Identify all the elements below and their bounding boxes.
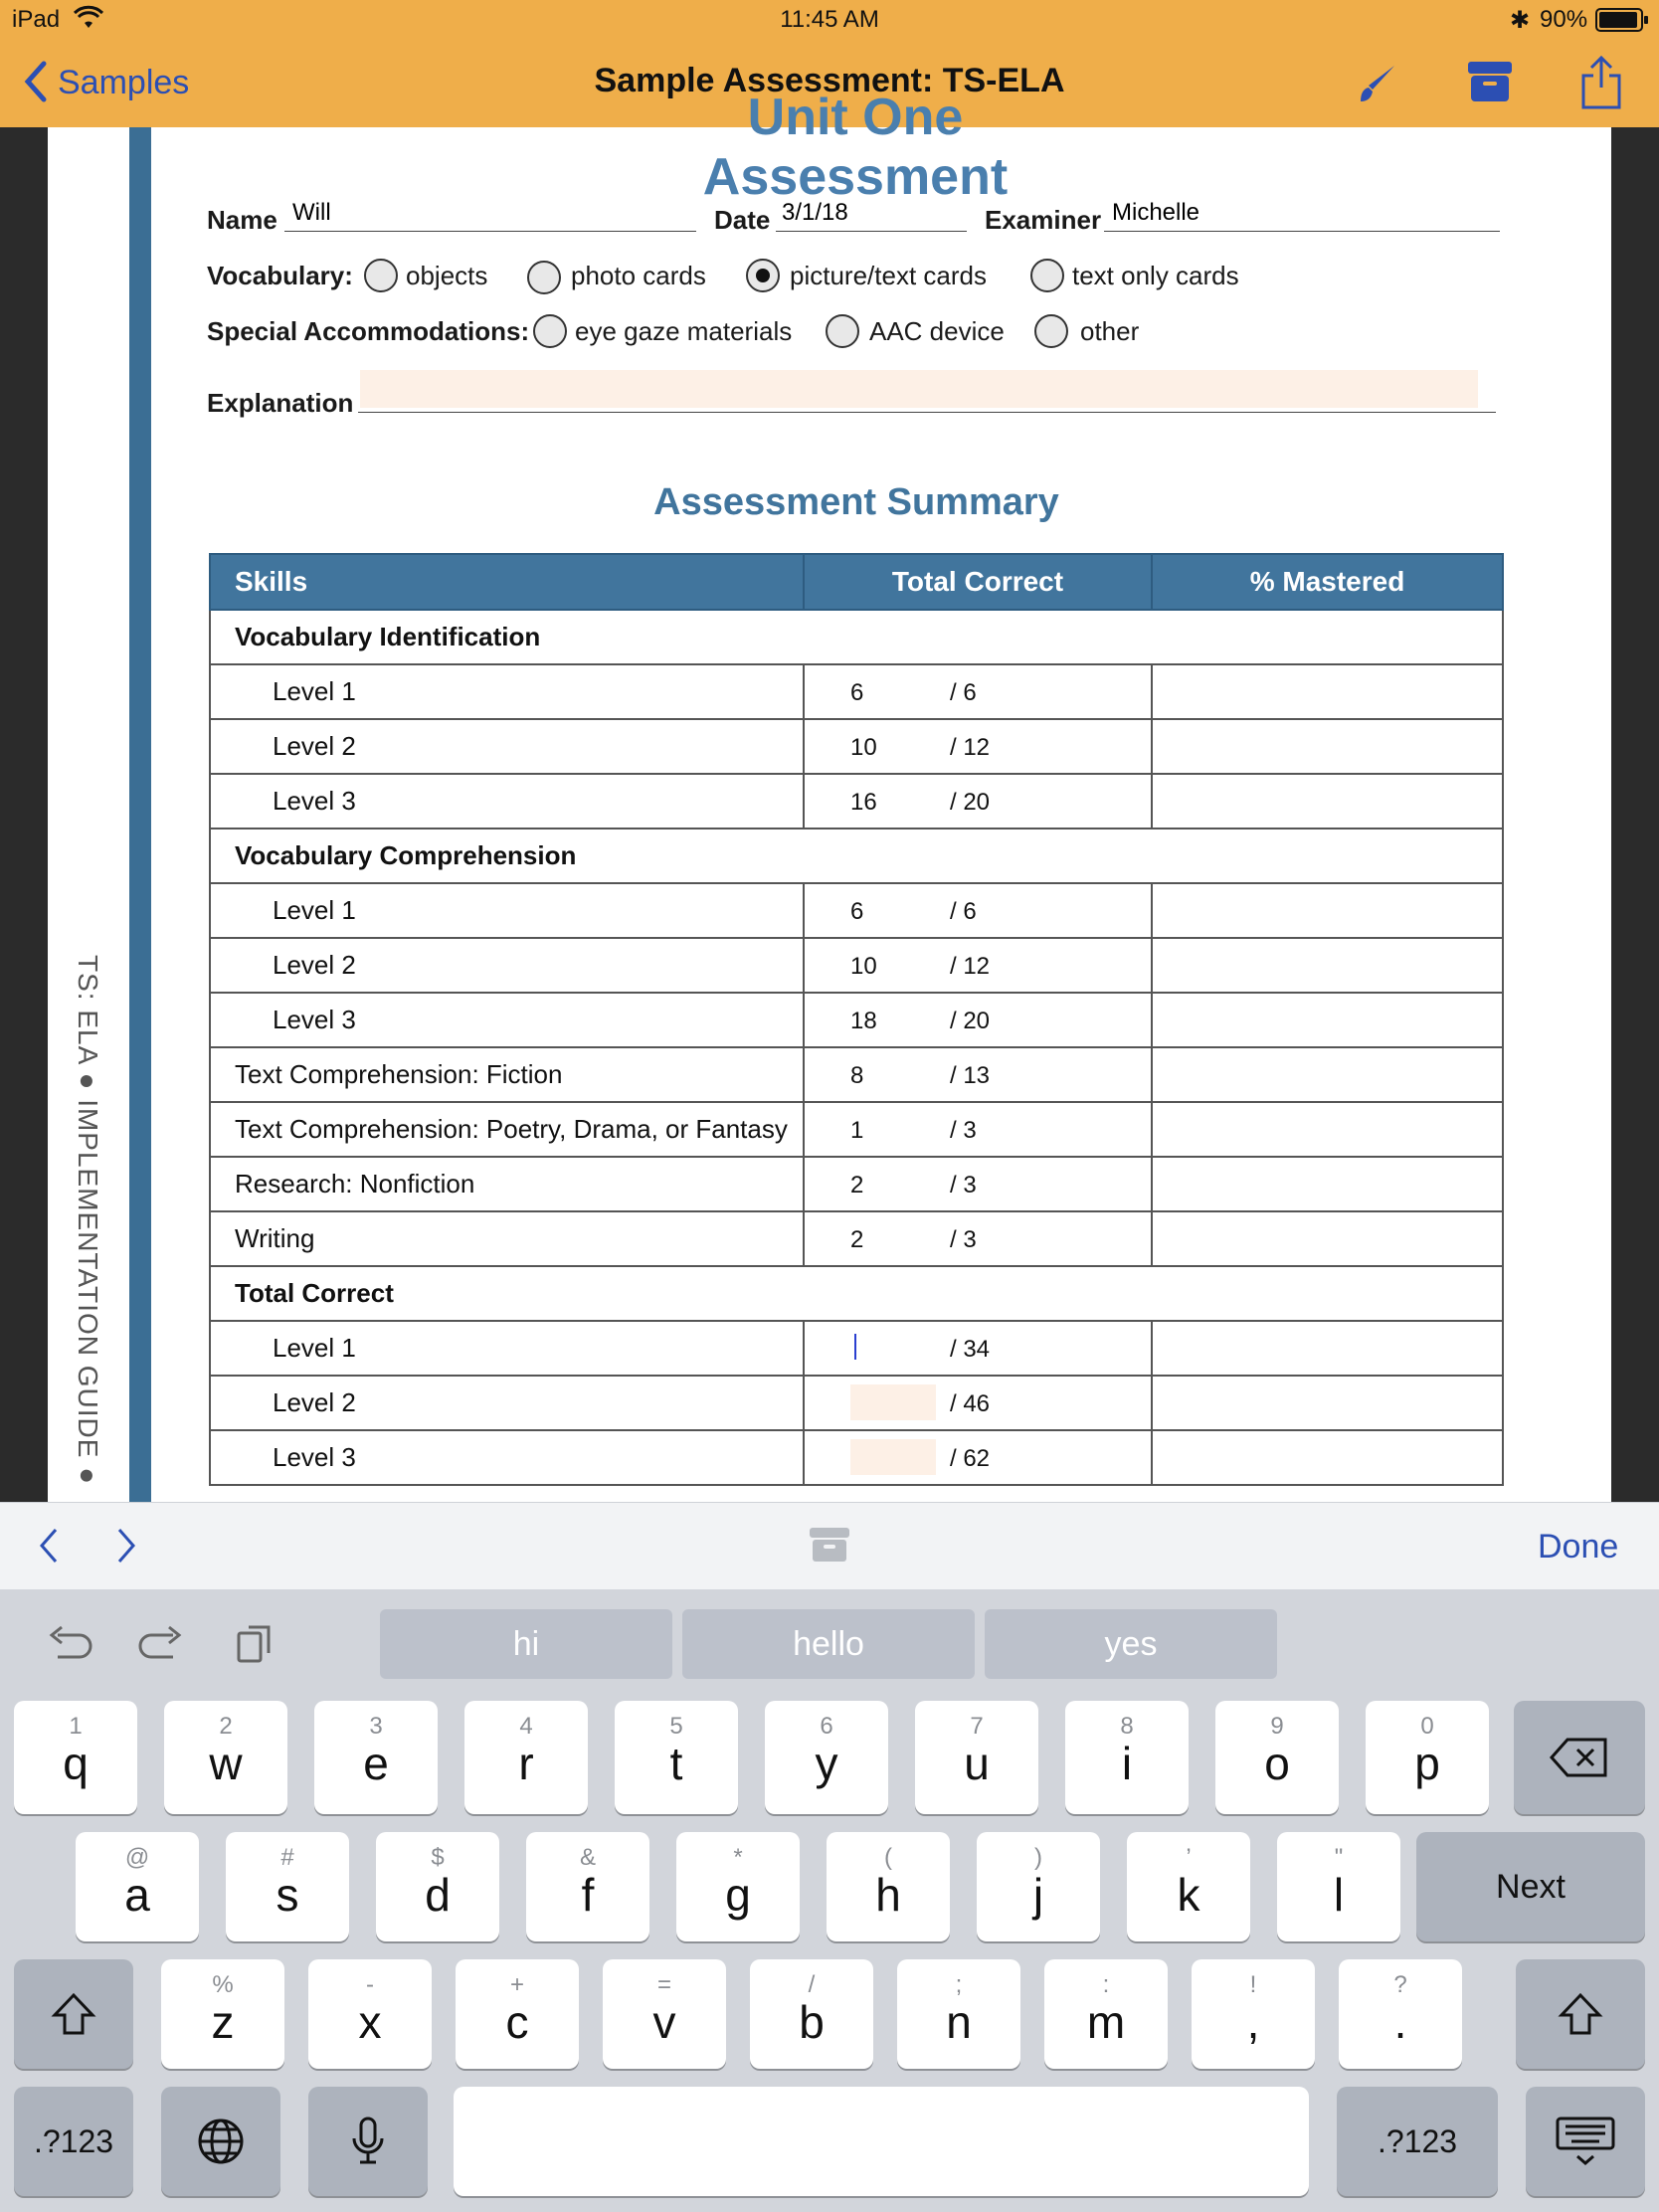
skill-cell: Research: Nonfiction — [210, 1157, 804, 1211]
correct-value[interactable]: 10 — [850, 953, 877, 980]
shift-key-left[interactable] — [14, 1959, 133, 2069]
key-l[interactable] — [1277, 1832, 1400, 1941]
header-total-correct: Total Correct — [804, 554, 1152, 610]
total-correct-cell — [804, 1047, 1152, 1102]
total-value: / 12 — [950, 953, 991, 980]
status-time: 11:45 AM — [780, 6, 879, 33]
table-row — [210, 1102, 1503, 1157]
key-primary-label: l — [1333, 1869, 1345, 1921]
skill-cell: Level 1 — [210, 883, 804, 938]
mastered-cell[interactable] — [1152, 664, 1503, 719]
key-secondary-label: @ — [124, 1844, 150, 1871]
header-mastered: % Mastered — [1152, 554, 1503, 610]
examiner-label: Examiner — [985, 205, 1102, 235]
key-secondary-label: ! — [1249, 1971, 1257, 1998]
correct-value[interactable]: 6 — [850, 898, 864, 925]
battery-percent: 90% — [1540, 6, 1588, 33]
accommodations-label: Special Accommodations: — [207, 316, 530, 346]
vocabulary-label: Vocabulary: — [207, 261, 353, 290]
key-primary-label: x — [358, 1996, 382, 2048]
text-cursor[interactable] — [854, 1334, 856, 1360]
correct-value[interactable]: 2 — [850, 1226, 864, 1253]
key-secondary-label: + — [509, 1971, 524, 1998]
table-row — [210, 1157, 1503, 1211]
key-m[interactable] — [1044, 1959, 1168, 2069]
key-x[interactable] — [308, 1959, 432, 2069]
undo-icon[interactable] — [46, 1621, 92, 1670]
explanation-label: Explanation — [207, 388, 354, 418]
key-v[interactable] — [603, 1959, 726, 2069]
table-row — [210, 1321, 1503, 1376]
total-value: / 3 — [950, 1226, 977, 1253]
key-secondary-label: * — [733, 1844, 743, 1871]
correct-input[interactable] — [850, 1439, 936, 1475]
key-p[interactable] — [1366, 1701, 1489, 1814]
mastered-cell[interactable] — [1152, 883, 1503, 938]
key-primary-label: a — [124, 1869, 150, 1921]
total-correct-cell — [804, 719, 1152, 774]
back-label: Samples — [58, 64, 190, 101]
table-row — [210, 1430, 1503, 1485]
key-secondary-label: ’ — [1186, 1844, 1192, 1871]
key-primary-label: c — [505, 1996, 529, 2048]
key-secondary-label: : — [1102, 1971, 1110, 1998]
numbers-key-right[interactable]: .?123 — [1337, 2087, 1498, 2196]
key-primary-label: . — [1393, 1996, 1407, 2048]
key-secondary-label: = — [656, 1971, 671, 1998]
key-r[interactable] — [464, 1701, 588, 1814]
explanation-field[interactable] — [360, 370, 1478, 408]
mastered-cell[interactable] — [1152, 1376, 1503, 1430]
key-t[interactable] — [615, 1701, 738, 1814]
key-primary-label: s — [276, 1869, 299, 1921]
skill-cell: Level 1 — [210, 1321, 804, 1376]
skill-cell: Level 2 — [210, 719, 804, 774]
total-correct-cell — [804, 1376, 1152, 1430]
summary-title: Assessment Summary — [653, 481, 1059, 523]
key-n[interactable] — [897, 1959, 1020, 2069]
table-row — [210, 719, 1503, 774]
mastered-cell[interactable] — [1152, 938, 1503, 993]
total-value: / 34 — [950, 1336, 991, 1363]
shift-icon — [51, 1991, 96, 2037]
table-row — [210, 1047, 1503, 1102]
backspace-key[interactable] — [1514, 1701, 1645, 1814]
total-value: / 20 — [950, 789, 991, 816]
key-q[interactable] — [14, 1701, 137, 1814]
key-secondary-label: 8 — [1120, 1713, 1134, 1740]
shift-icon — [1558, 1991, 1603, 2037]
key-primary-label: f — [581, 1869, 595, 1921]
key-primary-label: w — [209, 1738, 243, 1789]
suggestion-hi[interactable]: hi — [380, 1609, 672, 1679]
key-secondary-label: 6 — [820, 1713, 833, 1740]
correct-value[interactable]: 18 — [850, 1008, 877, 1034]
key-primary-label: m — [1086, 1996, 1126, 2048]
table-row — [210, 1266, 1503, 1321]
table-row — [210, 774, 1503, 829]
numbers-key-left[interactable]: .?123 — [14, 2087, 133, 2196]
key-secondary-label: # — [280, 1844, 294, 1871]
total-value: / 3 — [950, 1172, 977, 1198]
correct-input[interactable] — [850, 1384, 936, 1420]
total-value: / 46 — [950, 1390, 991, 1417]
share-icon[interactable] — [1579, 56, 1623, 114]
key-primary-label: g — [725, 1869, 751, 1921]
key-primary-label: q — [63, 1738, 89, 1789]
page-title: Sample Assessment: TS-ELA — [594, 62, 1065, 99]
key-primary-label: o — [1264, 1738, 1290, 1789]
key-e[interactable] — [314, 1701, 438, 1814]
paste-icon[interactable] — [235, 1621, 275, 1670]
key-secondary-label: ) — [1034, 1844, 1042, 1871]
chevron-right-icon — [115, 1526, 139, 1566]
total-value: / 6 — [950, 679, 977, 706]
key-secondary-label: 4 — [519, 1713, 533, 1740]
date-label: Date — [714, 205, 771, 235]
table-row — [210, 938, 1503, 993]
microphone-icon — [351, 2117, 385, 2166]
key-primary-label: v — [652, 1996, 676, 2048]
key-g[interactable] — [676, 1832, 800, 1941]
table-row — [210, 610, 1503, 664]
total-correct-cell — [804, 1430, 1152, 1485]
name-field[interactable]: Will — [284, 197, 696, 232]
document-heading: Unit One Assessment — [702, 89, 1009, 206]
key-primary-label: i — [1121, 1738, 1133, 1789]
key-f[interactable] — [526, 1832, 649, 1941]
table-row — [210, 1376, 1503, 1430]
key-secondary-label: 1 — [69, 1713, 83, 1740]
mastered-cell[interactable] — [1152, 1211, 1503, 1266]
key-secondary-label: ( — [884, 1844, 892, 1871]
key-secondary-label: / — [808, 1971, 816, 1998]
key-period[interactable] — [1339, 1959, 1462, 2069]
suggestion-hello[interactable]: hello — [682, 1609, 975, 1679]
key-primary-label: d — [425, 1869, 451, 1921]
key-secondary-label: 2 — [219, 1713, 233, 1740]
total-correct-cell — [804, 1102, 1152, 1157]
key-primary-label: k — [1177, 1869, 1200, 1921]
key-i[interactable] — [1065, 1701, 1189, 1814]
total-value: / 20 — [950, 1008, 991, 1034]
total-correct-cell — [804, 1157, 1152, 1211]
key-secondary-label: 7 — [970, 1713, 984, 1740]
option-text-only-cards: text only cards — [1072, 261, 1239, 290]
date-field[interactable]: 3/1/18 — [776, 197, 967, 232]
globe-icon — [197, 2118, 245, 2165]
key-primary-label: n — [946, 1996, 972, 2048]
correct-value[interactable]: 6 — [850, 679, 864, 706]
radio-photo-cards[interactable] — [527, 261, 561, 294]
skill-cell: Level 3 — [210, 993, 804, 1047]
section-heading: Vocabulary Comprehension — [210, 829, 1503, 883]
globe-key[interactable] — [161, 2087, 280, 2196]
key-u[interactable] — [915, 1701, 1038, 1814]
skill-cell: Level 2 — [210, 938, 804, 993]
keyboard-dismiss-icon — [1556, 2117, 1615, 2166]
key-h[interactable] — [827, 1832, 950, 1941]
mastered-cell[interactable] — [1152, 1430, 1503, 1485]
correct-value[interactable]: 10 — [850, 734, 877, 761]
key-d[interactable] — [376, 1832, 499, 1941]
table-header-row — [210, 554, 1503, 610]
radio-objects[interactable] — [364, 259, 398, 292]
archive-box-icon[interactable] — [1466, 60, 1514, 108]
shift-key-right[interactable] — [1516, 1959, 1645, 2069]
table-row — [210, 993, 1503, 1047]
next-field-button[interactable] — [115, 1526, 139, 1570]
key-primary-label: y — [815, 1738, 838, 1789]
key-secondary-label: " — [1334, 1844, 1344, 1871]
skill-cell: Level 2 — [210, 1376, 804, 1430]
mastered-cell[interactable] — [1152, 993, 1503, 1047]
mastered-cell[interactable] — [1152, 1157, 1503, 1211]
key-comma[interactable] — [1192, 1959, 1315, 2069]
delete-icon — [1550, 1738, 1609, 1777]
space-key[interactable] — [454, 2087, 1309, 2196]
total-value: / 3 — [950, 1117, 977, 1144]
done-button[interactable]: Done — [1538, 1528, 1619, 1566]
device-label: iPad — [12, 6, 61, 33]
name-label: Name — [207, 205, 277, 235]
total-correct-cell — [804, 993, 1152, 1047]
radio-aac-device[interactable] — [826, 314, 859, 348]
option-picture-text-cards: picture/text cards — [790, 261, 987, 290]
mastered-cell[interactable] — [1152, 719, 1503, 774]
microphone-key[interactable] — [308, 2087, 428, 2196]
total-value: / 62 — [950, 1445, 991, 1472]
total-correct-cell — [804, 1211, 1152, 1266]
key-secondary-label: - — [366, 1971, 374, 1998]
previous-field-button[interactable] — [36, 1526, 60, 1570]
brush-icon[interactable] — [1355, 62, 1398, 110]
radio-text-only-cards[interactable] — [1030, 259, 1064, 292]
key-primary-label: e — [363, 1738, 389, 1789]
key-j[interactable] — [977, 1832, 1100, 1941]
option-other: other — [1080, 316, 1140, 346]
key-secondary-label: 5 — [669, 1713, 683, 1740]
total-correct-cell — [804, 664, 1152, 719]
mastered-cell[interactable] — [1152, 774, 1503, 829]
skill-cell: Text Comprehension: Fiction — [210, 1047, 804, 1102]
option-aac-device: AAC device — [869, 316, 1005, 346]
radio-picture-text-cards[interactable] — [746, 259, 780, 292]
total-correct-cell — [804, 883, 1152, 938]
total-value: / 12 — [950, 734, 991, 761]
mastered-cell[interactable] — [1152, 1321, 1503, 1376]
key-primary-label: t — [669, 1738, 683, 1789]
key-secondary-label: ; — [955, 1971, 963, 1998]
archive-icon — [808, 1526, 851, 1568]
radio-eye-gaze[interactable] — [533, 314, 567, 348]
skill-cell: Writing — [210, 1211, 804, 1266]
key-secondary-label: % — [212, 1971, 234, 1998]
key-primary-label: , — [1246, 1996, 1260, 2048]
correct-value[interactable]: 16 — [850, 789, 877, 816]
table-row — [210, 664, 1503, 719]
bluetooth-icon: ✱ — [1510, 7, 1531, 34]
correct-value[interactable]: 8 — [850, 1062, 864, 1089]
key-y[interactable] — [765, 1701, 888, 1814]
skill-cell: Level 3 — [210, 1430, 804, 1485]
skill-cell: Text Comprehension: Poetry, Drama, or Fantasy — [210, 1102, 804, 1157]
key-o[interactable] — [1215, 1701, 1339, 1814]
option-eye-gaze: eye gaze materials — [575, 316, 793, 346]
correct-value[interactable]: 1 — [850, 1117, 864, 1144]
key-primary-label: z — [211, 1996, 235, 2048]
table-row — [210, 1211, 1503, 1266]
skill-cell: Level 1 — [210, 664, 804, 719]
key-a[interactable] — [76, 1832, 199, 1941]
key-primary-label: u — [964, 1738, 990, 1789]
examiner-field[interactable]: Michelle — [1104, 197, 1500, 232]
key-secondary-label: $ — [431, 1844, 445, 1871]
key-primary-label: p — [1414, 1738, 1440, 1789]
key-b[interactable] — [750, 1959, 873, 2069]
battery-icon — [1595, 8, 1649, 37]
next-key[interactable]: Next — [1416, 1832, 1645, 1941]
key-s[interactable] — [226, 1832, 349, 1941]
key-primary-label: h — [875, 1869, 901, 1921]
total-correct-cell — [804, 1321, 1152, 1376]
redo-icon[interactable] — [139, 1621, 185, 1670]
key-secondary-label: 3 — [369, 1713, 383, 1740]
mastered-cell[interactable] — [1152, 1047, 1503, 1102]
key-secondary-label: ? — [1393, 1971, 1407, 1998]
header-skills: Skills — [210, 554, 804, 610]
table-row — [210, 829, 1503, 883]
assessment-summary-table — [209, 553, 1504, 1486]
total-correct-cell — [804, 774, 1152, 829]
key-primary-label: b — [799, 1996, 825, 2048]
key-w[interactable] — [164, 1701, 287, 1814]
total-value: / 6 — [950, 898, 977, 925]
mastered-cell[interactable] — [1152, 1102, 1503, 1157]
hide-keyboard-key[interactable] — [1526, 2087, 1645, 2196]
radio-other[interactable] — [1034, 314, 1068, 348]
explanation-underline — [358, 412, 1496, 413]
table-row — [210, 883, 1503, 938]
key-secondary-label: 0 — [1420, 1713, 1434, 1740]
correct-value[interactable]: 2 — [850, 1172, 864, 1198]
key-c[interactable] — [456, 1959, 579, 2069]
key-k[interactable] — [1127, 1832, 1250, 1941]
total-correct-cell — [804, 938, 1152, 993]
key-primary-label: r — [518, 1738, 534, 1789]
key-secondary-label: 9 — [1270, 1713, 1284, 1740]
skill-cell: Level 3 — [210, 774, 804, 829]
sidebar-stripe — [129, 127, 151, 1502]
suggestion-yes[interactable]: yes — [985, 1609, 1277, 1679]
option-objects: objects — [406, 261, 488, 290]
section-heading: Vocabulary Identification — [210, 610, 1503, 664]
total-value: / 13 — [950, 1062, 991, 1089]
key-secondary-label: & — [579, 1844, 596, 1871]
key-primary-label: j — [1032, 1869, 1044, 1921]
key-z[interactable] — [161, 1959, 284, 2069]
option-photo-cards: photo cards — [571, 261, 706, 290]
chevron-left-icon — [36, 1526, 60, 1566]
section-heading: Total Correct — [210, 1266, 1503, 1321]
